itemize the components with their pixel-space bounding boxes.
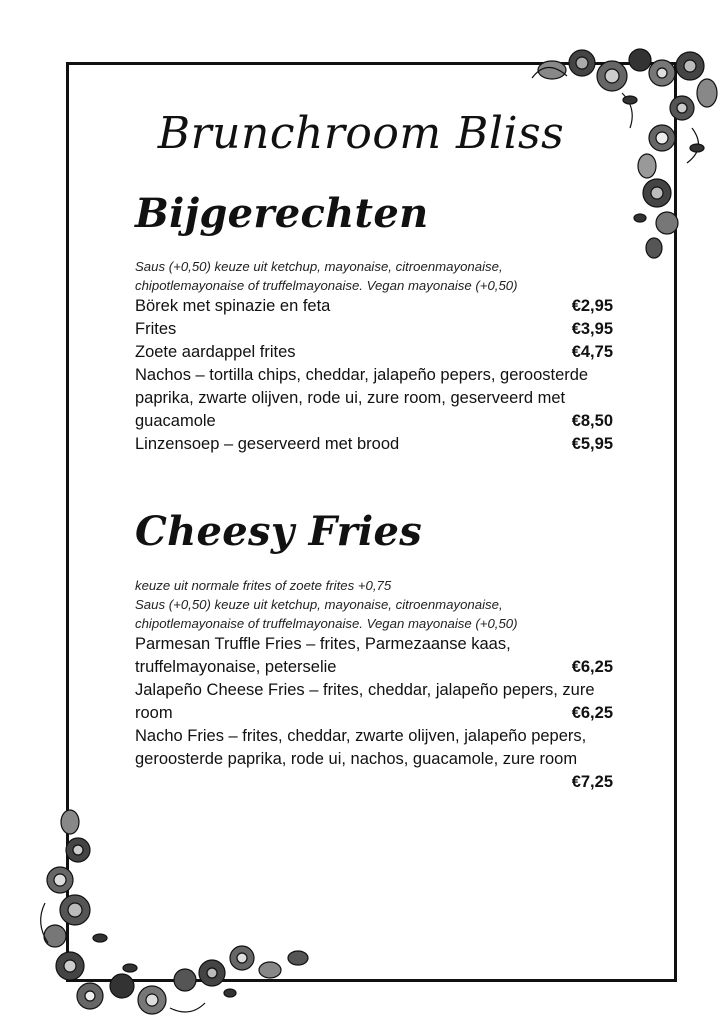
menu-title: Brunchroom Bliss [157, 108, 565, 159]
item-price: €5,95 [571, 435, 613, 453]
item-description-line: Nachos – tortilla chips, cheddar, jalapeño pepers, geroosterde [135, 366, 589, 384]
item-description-line: room [135, 704, 173, 722]
section-bijgerechten [135, 257, 613, 456]
item-description-line: geroosterde paprika, rode ui, nachos, guacamole, zure room [135, 750, 578, 768]
item-name: Linzensoep – geserveerd met brood [135, 435, 400, 453]
menu-item-parmesan-truffle-fries [135, 633, 613, 679]
rose-garland-bottom-left [30, 808, 320, 1020]
item-description-line: guacamole [135, 412, 216, 430]
item-price: €2,95 [571, 297, 613, 315]
sauce-note-line-2: chipotlemayonaise of truffelmayonaise. Vegan mayonaise (+0,50) [135, 616, 518, 631]
item-price: €8,50 [571, 412, 613, 430]
item-description-line: Nacho Fries – frites, cheddar, zwarte olijven, jalapeño pepers, [135, 727, 587, 745]
sauce-note-line-1: Saus (+0,50) keuze uit ketchup, mayonaise, citroenmayonaise, [135, 597, 503, 612]
section-title-bijgerechten: Bijgerechten [135, 190, 429, 237]
sauce-note-line-2: chipotlemayonaise of truffelmayonaise. Vegan mayonaise (+0,50) [135, 278, 518, 293]
item-description-line: Parmesan Truffle Fries – frites, Parmezaanse kaas, [135, 635, 511, 653]
fries-choice-note: keuze uit normale frites of zoete frites +0,75 [135, 578, 392, 593]
menu-item-nacho-fries [135, 725, 613, 794]
item-price: €6,25 [571, 704, 613, 722]
section-cheesy-fries [135, 576, 613, 794]
sauce-note-line-1: Saus (+0,50) keuze uit ketchup, mayonaise, citroenmayonaise, [135, 259, 503, 274]
menu-item-jalapeno-cheese-fries [135, 679, 613, 725]
menu-item-linzensoep [135, 433, 613, 456]
item-price: €3,95 [571, 320, 613, 338]
item-description-line: paprika, zwarte olijven, rode ui, zure room, geserveerd met [135, 389, 566, 407]
item-price-line [135, 771, 613, 794]
menu-item-nachos [135, 364, 613, 433]
item-description-line: truffelmayonaise, peterselie [135, 658, 337, 676]
menu-item-borek [135, 295, 613, 318]
item-name: Zoete aardappel frites [135, 343, 296, 361]
item-description-line: Jalapeño Cheese Fries – frites, cheddar, jalapeño pepers, zure [135, 681, 595, 699]
menu-item-frites [135, 318, 613, 341]
section-title-cheesy-fries: Cheesy Fries [135, 508, 423, 555]
item-name: Börek met spinazie en feta [135, 297, 331, 315]
item-name: Frites [135, 320, 177, 338]
menu-item-zoete-aardappel-frites [135, 341, 613, 364]
item-price: €4,75 [571, 343, 613, 361]
item-price: €6,25 [571, 658, 613, 676]
item-price: €7,25 [571, 773, 613, 791]
